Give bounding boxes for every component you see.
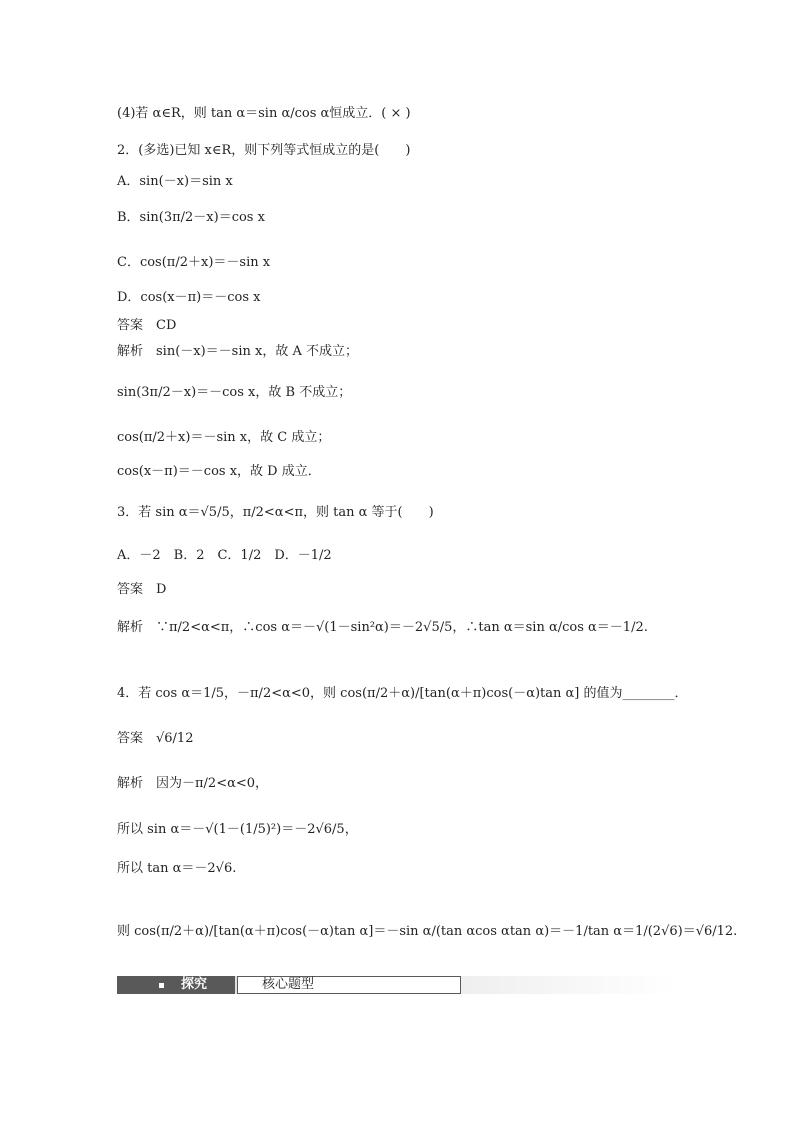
question-2-option-a: A．sin(－x)＝sin x — [117, 174, 233, 189]
question-3-stem: 3．若 sin α＝√5/5，π/2<α<π，则 tan α 等于( ) — [117, 505, 434, 520]
question-2-solution-line-2: sin(3π/2－x)＝－cos x，故 B 不成立； — [117, 385, 352, 400]
question-4-solution-line-2: 所以 sin α＝－√(1－(1/5)²)＝－2√6/5， — [117, 822, 358, 837]
section-banner — [117, 976, 675, 994]
question-2-option-b: B．sin(3π/2－x)＝cos x — [117, 210, 265, 225]
question-2-solution-line-3: cos(π/2＋x)＝－sin x，故 C 成立； — [117, 430, 331, 445]
question-2-stem: 2．(多选)已知 x∈R，则下列等式恒成立的是( ) — [117, 143, 411, 158]
section-banner-label: 探究 — [181, 977, 208, 992]
question-2-solution-line-4: cos(x－π)＝－cos x，故 D 成立． — [117, 464, 321, 479]
section-banner-title-box — [237, 976, 461, 994]
question-2-option-c: C．cos(π/2＋x)＝－sin x — [117, 255, 271, 270]
question-1-item-4: (4)若 α∈R，则 tan α＝sin α/cos α恒成立．( × ) — [117, 106, 411, 121]
question-4-answer: 答案 √6/12 — [117, 731, 194, 746]
square-bullet-icon — [159, 983, 164, 988]
question-4-solution-line-4: 则 cos(π/2＋α)/[tan(α＋π)cos(－α)tan α]＝－sin α/(tan αcos αtan α)＝－1/tan α＝1/(2√6)＝√6/12. — [117, 924, 738, 939]
question-2-answer: 答案 CD — [117, 318, 177, 333]
question-3-solution: 解析 ∵π/2<α<π，∴cos α＝－√(1－sin²α)＝－2√5/5，∴tan α＝sin α/cos α＝－1/2. — [117, 620, 648, 635]
question-4-solution-line-1: 解析 因为－π/2<α<0， — [117, 776, 269, 791]
question-2-solution-line-1: 解析 sin(－x)＝－sin x，故 A 不成立； — [117, 344, 358, 359]
question-3-answer: 答案 D — [117, 582, 167, 597]
question-4-stem: 4．若 cos α＝1/5，－π/2<α<0，则 cos(π/2＋α)/[tan(α＋π)cos(－α)tan α] 的值为________． — [117, 686, 688, 701]
question-2-option-d: D．cos(x－π)＝－cos x — [117, 290, 261, 305]
question-3-options: A．－2 B．2 C．1/2 D．－1/2 — [117, 548, 332, 563]
question-4-solution-line-3: 所以 tan α＝－2√6. — [117, 861, 237, 876]
section-banner-title: 核心题型 — [262, 977, 315, 992]
section-banner-tab — [117, 976, 235, 994]
